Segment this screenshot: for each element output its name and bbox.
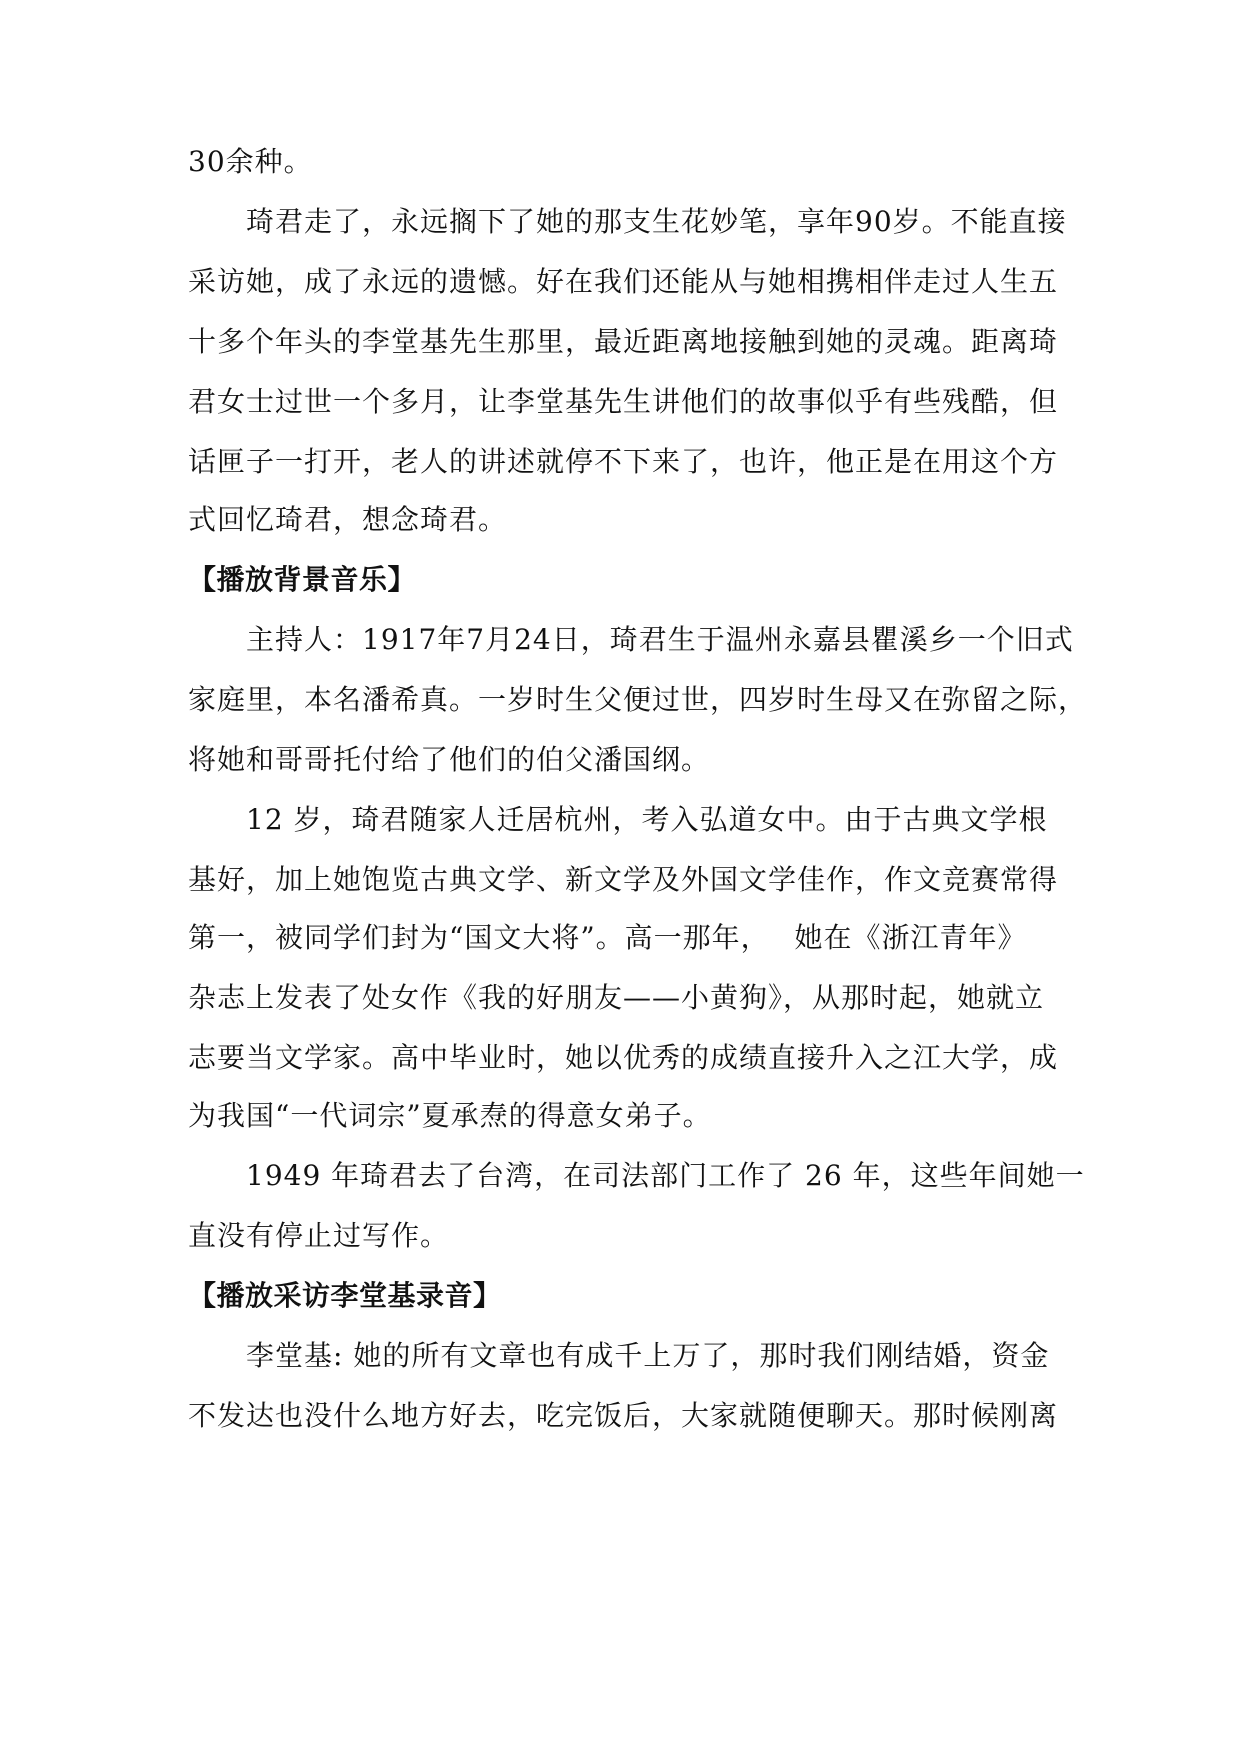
paragraph-line: 为我国“一代词宗”夏承焘的得意女弟子。 bbox=[188, 1099, 712, 1132]
paragraph-line: 30余种。 bbox=[188, 145, 313, 178]
paragraph-line: 第一，被同学们封为“国文大将”。高一那年， 她在《浙江青年》 bbox=[188, 921, 1027, 954]
paragraph-line: 杂志上发表了处女作《我的好朋友——小黄狗》，从那时起，她就立 bbox=[188, 981, 1045, 1014]
paragraph-line: 君女士过世一个多月，让李堂基先生讲他们的故事似乎有些残酷，但 bbox=[188, 385, 1059, 418]
paragraph-line: 将她和哥哥托付给了他们的伯父潘国纲。 bbox=[188, 743, 711, 776]
paragraph-line: 1949 年琦君去了台湾，在司法部门工作了 26 年，这些年间她一 bbox=[246, 1159, 1085, 1192]
paragraph-line: 十多个年头的李堂基先生那里，最近距离地接触到她的灵魂。距离琦 bbox=[188, 325, 1059, 358]
paragraph-line: 直没有停止过写作。 bbox=[188, 1219, 450, 1252]
paragraph-line: 采访她，成了永远的遗憾。好在我们还能从与她相携相伴走过人生五 bbox=[188, 265, 1059, 298]
paragraph-line: 基好，加上她饱览古典文学、新文学及外国文学佳作，作文竞赛常得 bbox=[188, 863, 1059, 896]
paragraph-line: 家庭里，本名潘希真。一岁时生父便过世，四岁时生母又在弥留之际， bbox=[188, 683, 1088, 716]
paragraph-line: 志要当文学家。高中毕业时，她以优秀的成绩直接升入之江大学，成 bbox=[188, 1041, 1059, 1074]
paragraph-line: 12 岁，琦君随家人迁居杭州，考入弘道女中。由于古典文学根 bbox=[246, 803, 1048, 836]
paragraph-line: 话匣子一打开，老人的讲述就停不下来了，也许，他正是在用这个方 bbox=[188, 445, 1059, 478]
section-heading: 【播放采访李堂基录音】 bbox=[188, 1279, 502, 1312]
paragraph-line: 李堂基: 她的所有文章也有成千上万了，那时我们刚结婚，资金 bbox=[246, 1339, 1050, 1372]
paragraph-line: 琦君走了，永远搁下了她的那支生花妙笔，享年90岁。不能直接 bbox=[246, 205, 1067, 238]
paragraph-line: 式回忆琦君，想念琦君。 bbox=[188, 503, 508, 536]
paragraph-line: 不发达也没什么地方好去，吃完饭后，大家就随便聊天。那时候刚离 bbox=[188, 1399, 1059, 1432]
paragraph-line: 主持人：1917年7月24日，琦君生于温州永嘉县瞿溪乡一个旧式 bbox=[246, 623, 1074, 656]
section-heading: 【播放背景音乐】 bbox=[188, 563, 417, 596]
